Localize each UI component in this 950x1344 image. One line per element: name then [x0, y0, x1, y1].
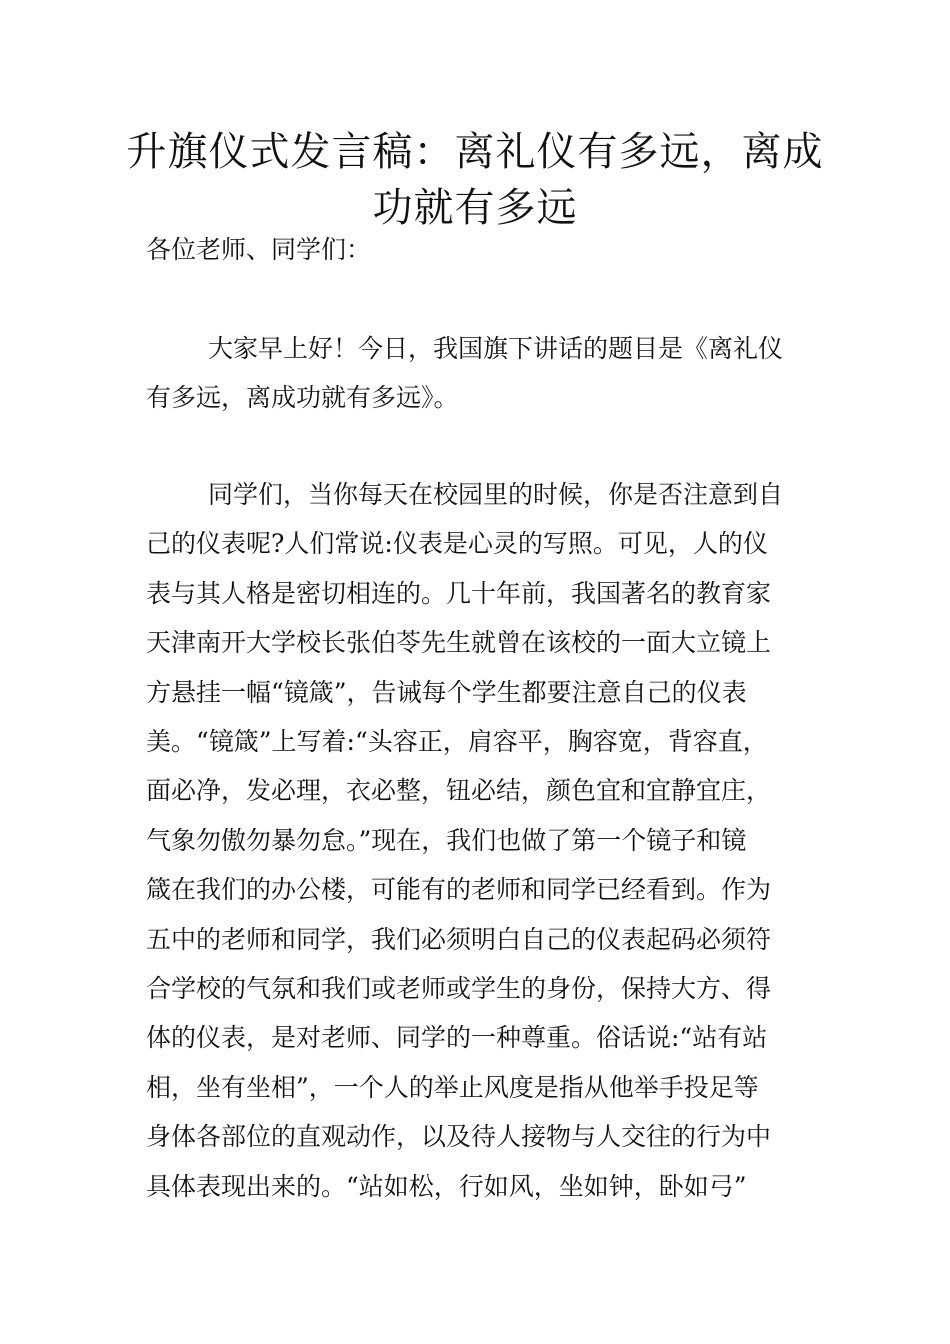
paragraph-line: 大家早上好！今日，我国旗下讲话的题目是《离礼仪: [208, 334, 784, 363]
paragraph-line: 面必净，发必理，衣必整，钮必结，颜色宜和宜静宜庄，: [146, 776, 772, 806]
paragraph-line: 方悬挂一幅“镜箴”，告诫每个学生都要注意自己的仪表: [146, 677, 747, 707]
paragraph-line: 五中的老师和同学，我们必须明白自己的仪表起码必须符: [146, 924, 772, 954]
paragraph-greeting: [146, 324, 826, 423]
paragraph-line: 身体各部位的直观动作，以及待人接物与人交往的行为中: [146, 1122, 772, 1152]
title-line: 升旗仪式发言稿：离礼仪有多远，离成: [126, 129, 824, 175]
paragraph-line: 气象勿傲勿暴勿怠。”现在，我们也做了第一个镜子和镜: [146, 825, 747, 855]
paragraph-line: 相，坐有坐相”，一个人的举止风度是指从他举手投足等: [146, 1072, 759, 1102]
paragraph-body: [146, 470, 826, 1211]
paragraph-line: 合学校的气氛和我们或老师或学生的身份，保持大方、得: [146, 974, 772, 1004]
paragraph-line: 美。“镜箴”上写着:“头容正，肩容平，胸容宽，背容直，: [146, 727, 768, 757]
paragraph-line: 有多远，离成功就有多远》。: [146, 383, 459, 413]
document-title: [120, 124, 830, 236]
salutation: 各位老师、同学们：: [146, 235, 372, 264]
paragraph-line: 箴在我们的办公楼，可能有的老师和同学已经看到。作为: [146, 875, 772, 905]
title-line: 功就有多远: [372, 185, 578, 231]
paragraph-line: 表与其人格是密切相连的。几十年前，我国著名的教育家: [146, 578, 772, 608]
paragraph-line: 天津南开大学校长张伯苓先生就曾在该校的一面大立镜上: [146, 628, 772, 658]
paragraph-line: 同学们，当你每天在校园里的时候，你是否注意到自: [208, 480, 784, 509]
paragraph-line: 具体表现出来的。“站如松，行如风，坐如钟，卧如弓”: [146, 1171, 747, 1201]
paragraph-line: 己的仪表呢?人们常说:仪表是心灵的写照。可见，人的仪: [146, 529, 768, 559]
paragraph-line: 体的仪表，是对老师、同学的一种尊重。俗话说:“站有站: [146, 1023, 768, 1053]
